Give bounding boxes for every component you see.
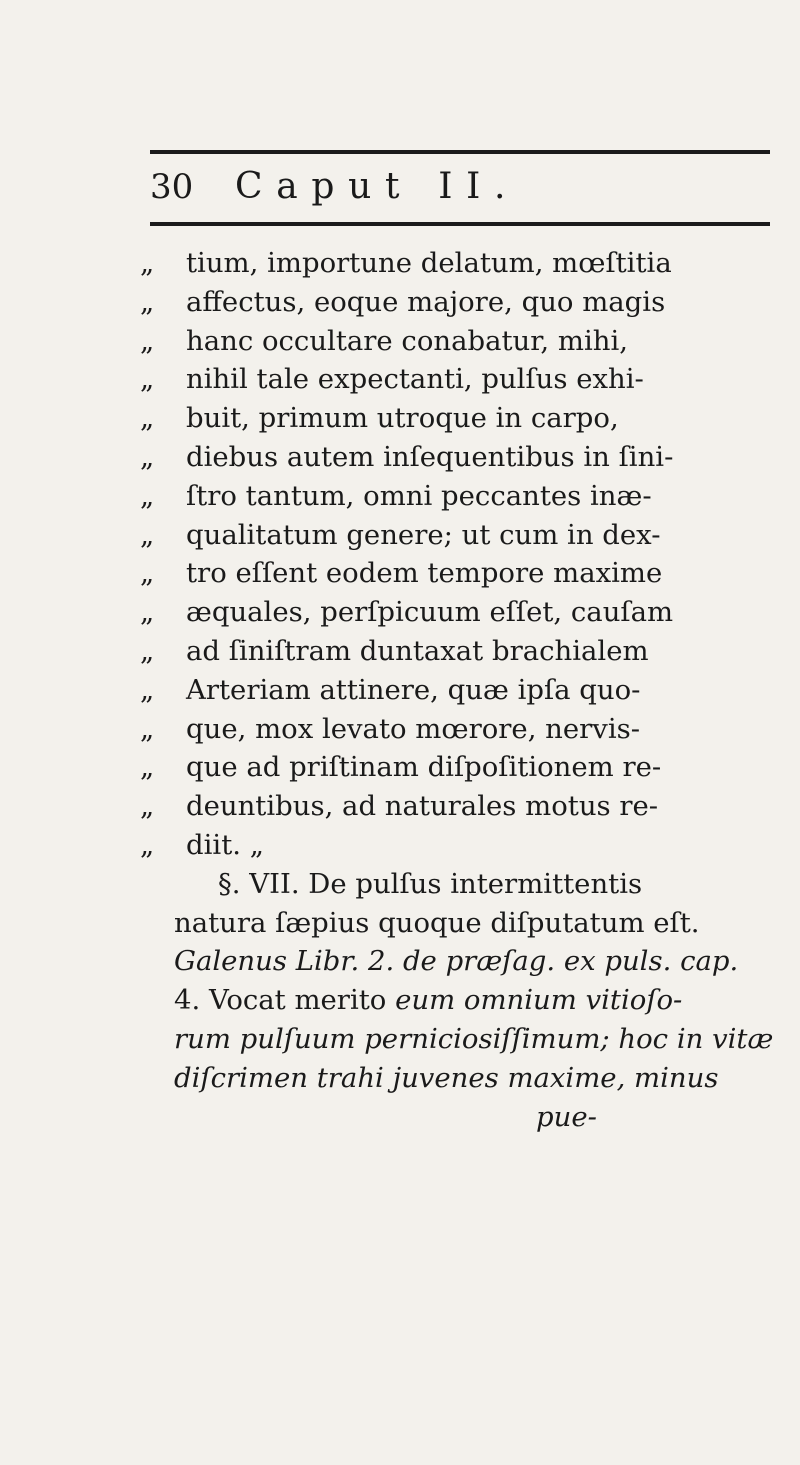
quoted-line	[140, 360, 780, 399]
quote-mark: „	[140, 828, 155, 861]
line-text: æquales, perſpicuum eſſet, cauſam	[186, 596, 674, 629]
quote-mark: „	[140, 751, 155, 784]
quoted-line	[140, 787, 780, 826]
quote-mark: „	[140, 402, 155, 435]
paragraph-line	[140, 942, 780, 981]
quote-mark: „	[140, 790, 155, 823]
quoted-line	[140, 322, 780, 361]
catchword-line	[140, 1098, 780, 1137]
paragraph-line	[140, 1059, 780, 1098]
quoted-line	[140, 283, 780, 322]
line-text: qualitatum genere; ut cum in dex-	[186, 518, 661, 551]
line-text: buit, primum utroque in carpo,	[186, 402, 619, 435]
section-heading: §. VII. De pulſus intermittentis	[218, 867, 643, 900]
line-text: deuntibus, ad naturales motus re-	[186, 790, 659, 823]
line-text: que ad priſtinam diſpoſitionem re-	[186, 751, 662, 784]
header-rule	[150, 222, 770, 226]
line-text: ſtro tantum, omni peccantes inæ-	[186, 479, 652, 512]
line-text: tro eſſent eodem tempore maxime	[186, 557, 663, 590]
line-text: Arteriam attinere, quæ ipſa quo-	[186, 673, 641, 706]
line-text: affectus, eoque majore, quo magis	[186, 285, 666, 318]
catchword: pue-	[536, 1100, 597, 1133]
line-text-roman: 4. Vocat merito	[174, 984, 396, 1017]
paragraph-line	[140, 981, 780, 1020]
quote-mark: „	[140, 673, 155, 706]
quote-mark: „	[140, 557, 155, 590]
line-text: tium, importune delatum, mœſtitia	[186, 247, 672, 279]
line-text: diit. „	[186, 828, 264, 861]
quote-mark: „	[140, 363, 155, 396]
paragraph-line	[140, 1020, 780, 1059]
quote-mark: „	[140, 596, 155, 629]
section-heading-line	[140, 865, 780, 904]
quoted-line	[140, 399, 780, 438]
line-text: ad ſiniſtram duntaxat brachialem	[186, 634, 649, 667]
citation-text: Galenus Libr. 2. de præſag. ex puls. cap.	[174, 945, 739, 978]
top-rule	[150, 150, 770, 154]
quoted-line	[140, 438, 780, 477]
line-text: que, mox levato mœrore, nervis-	[186, 712, 641, 745]
line-text: nihil tale expectanti, pulſus exhi-	[186, 363, 644, 396]
quote-mark: „	[140, 247, 155, 279]
running-title: Caput II.	[235, 166, 520, 207]
quoted-line	[140, 554, 780, 593]
quoted-line	[140, 632, 780, 671]
quote-mark: „	[140, 634, 155, 667]
page-header	[150, 164, 770, 210]
page-number: 30	[150, 167, 194, 207]
quoted-line	[140, 593, 780, 632]
paragraph-line	[140, 904, 780, 943]
line-text: natura ſæpius quoque diſputatum eſt.	[174, 906, 700, 939]
quoted-line	[140, 244, 780, 283]
quoted-line	[140, 477, 780, 516]
quote-mark: „	[140, 518, 155, 551]
quoted-line	[140, 671, 780, 710]
text-body	[140, 244, 780, 1136]
quoted-line	[140, 710, 780, 749]
quote-mark: „	[140, 712, 155, 745]
quote-mark: „	[140, 479, 155, 512]
line-text: diebus autem inſequentibus in ſini-	[186, 440, 674, 473]
quote-mark: „	[140, 440, 155, 473]
line-text: hanc occultare conabatur, mihi,	[186, 324, 628, 357]
line-text-italic: rum pulſuum perniciosiſſimum; hoc in vitæ	[174, 1022, 774, 1055]
quoted-line	[140, 826, 780, 865]
quote-mark: „	[140, 324, 155, 357]
line-text-italic: diſcrimen trahi juvenes maxime, minus	[174, 1061, 719, 1094]
quote-mark: „	[140, 285, 155, 318]
quoted-line	[140, 748, 780, 787]
line-text-italic: eum omnium vitioſo-	[395, 984, 683, 1017]
quoted-line	[140, 516, 780, 555]
line-text	[174, 981, 682, 1020]
